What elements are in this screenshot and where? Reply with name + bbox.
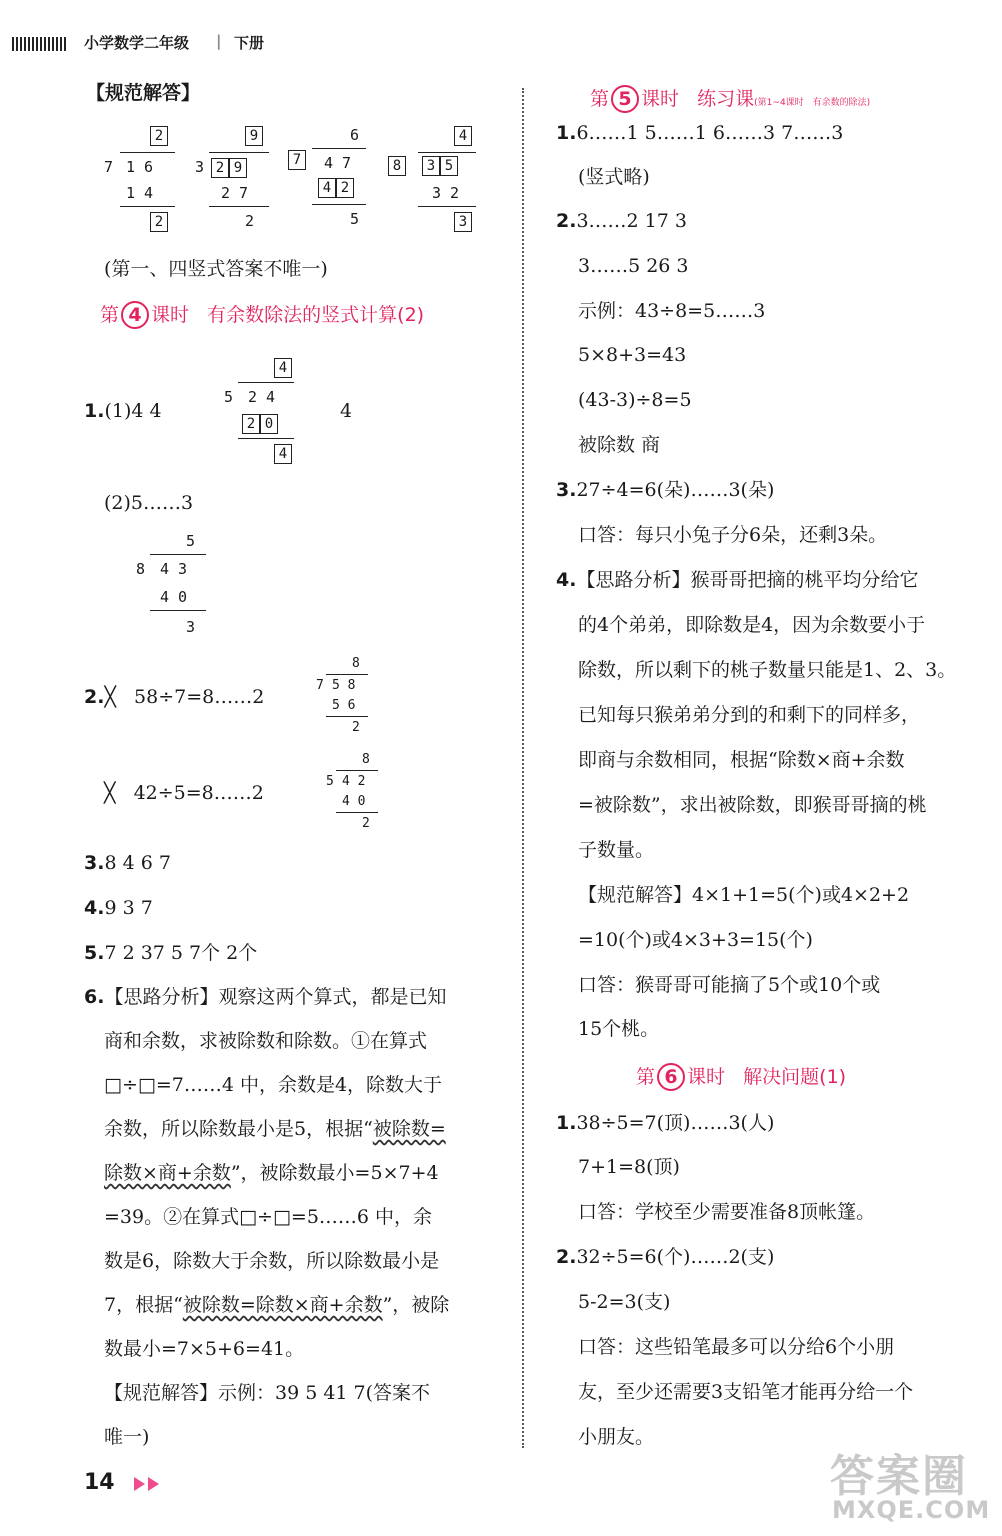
r-question-4-line-5: 即商与余数相同，根据“除数×商+余数 (578, 749, 905, 771)
s-question-2c: 口答：这些铅笔最多可以分给6个小朋 (578, 1336, 895, 1358)
r-question-3: 3.27÷4=6(朵)……3(朵) (556, 479, 775, 501)
r-question-4-line-6: =被除数”，求出被除数，即猴哥哥摘的桃 (578, 794, 927, 816)
header-bars (12, 36, 68, 55)
r-question-4-line-3: 除数，所以剩下的桃子数量只能是1、2、3。 (578, 659, 957, 681)
column-divider (522, 88, 524, 1448)
s-question-1: 1.38÷5=7(顶)……3(人) (556, 1112, 775, 1134)
arrow-icon (134, 1476, 162, 1495)
r-question-3b: 口答：每只小兔子分6朵，还剩3朵。 (578, 524, 888, 546)
r-question-2f: 被除数 商 (578, 434, 661, 456)
s-question-2e: 小朋友。 (578, 1426, 655, 1448)
header-volume: 下册 (234, 34, 265, 52)
question-6-line-2: 商和余数，求被除数和除数。①在算式 (104, 1030, 428, 1052)
r-question-2e: (43-3)÷8=5 (578, 389, 692, 411)
s-question-2d: 友，至少还需要3支铅笔才能再分给一个 (578, 1381, 914, 1403)
watermark-logo: 答案圈 (830, 1451, 968, 1502)
long-division-1: 2 7 1 6 1 4 2 (100, 126, 180, 238)
question-6-line-4: 余数，所以除数最小是5，根据“被除数= (104, 1118, 446, 1140)
lesson-5-heading: 第 5 课时 练习课(第1~4课时 有余数的除法) (590, 84, 870, 113)
s-question-1c: 口答：学校至少需要准备8顶帐篷。 (578, 1201, 876, 1223)
question-1a-answer: 4 (340, 400, 353, 422)
question-5: 5.7 2 37 5 7个 2个 (84, 942, 258, 964)
r-question-4-line-1: 4.【思路分析】猴哥哥把摘的桃平均分给它 (556, 569, 919, 591)
question-3: 3.8 4 6 7 (84, 852, 171, 874)
question-6-line-8: 7，根据“被除数=除数×商+余数”，被除 (104, 1294, 450, 1316)
lesson-4-heading: 第 4 课时 有余数除法的竖式计算(2) (100, 300, 424, 329)
question-6-line-1: 6.【思路分析】观察这两个算式，都是已知 (84, 986, 447, 1008)
long-division-3: 6 7 4 7 4 2 5 (288, 126, 368, 238)
question-4: 4.9 3 7 (84, 897, 153, 919)
question-6-line-5: 除数×商+余数”，被除数最小=5×7+4 (104, 1162, 439, 1184)
long-division-2: 9 3 2 9 2 7 2 (195, 126, 275, 238)
long-division-q1b: 5 8 4 3 4 0 3 (136, 532, 208, 636)
question-6-line-10: 【规范解答】示例：39 5 41 7(答案不 (104, 1382, 431, 1404)
question-6-line-6: =39。②在算式□÷□=5……6 中，余 (104, 1206, 433, 1228)
r-question-1: 1.6……1 5……1 6……3 7……3 (556, 122, 844, 144)
r-question-1b: (竖式略) (578, 166, 650, 188)
s-question-1b: 7+1=8(顶) (578, 1156, 680, 1178)
header-book: 小学数学二年级 (84, 34, 190, 52)
question-2a: 2.╳ 58÷7=8……2 (84, 686, 265, 708)
long-division-q2b: 8 5 4 2 4 0 2 (326, 752, 386, 836)
r-question-4-line-4: 已知每只猴弟弟分到的和剩下的同样多， (578, 704, 921, 726)
r-question-2c: 示例：43÷8=5……3 (578, 300, 766, 322)
r-question-4-line-2: 的4个弟弟，即除数是4，因为余数要小于 (578, 614, 926, 636)
question-2b: ╳ 42÷5=8……2 (104, 782, 264, 804)
answer-heading: 【规范解答】 (86, 82, 201, 104)
question-6-line-11: 唯一) (104, 1426, 150, 1448)
question-1a: 1.(1)4 4 (84, 400, 162, 422)
r-question-2: 2.3……2 17 3 (556, 210, 687, 232)
quotient-box: 2 (150, 126, 168, 146)
long-division-q2a: 8 7 5 8 5 6 2 (316, 656, 376, 740)
long-division-4: 4 8 3 5 3 2 3 (388, 126, 480, 238)
long-division-q1a: 4 5 2 4 2 0 4 (224, 358, 304, 468)
r-question-4-line-9: =10(个)或4×3+3=15(个) (578, 929, 813, 951)
lesson-6-heading: 第 6 课时 解决问题(1) (636, 1062, 846, 1091)
r-question-2d: 5×8+3=43 (578, 344, 687, 366)
question-6-line-9: 数最小=7×5+6=41。 (104, 1338, 305, 1360)
r-question-4-line-10: 口答：猴哥哥可能摘了5个或10个或 (578, 974, 881, 996)
note-text: (第一、四竖式答案不唯一) (104, 258, 328, 280)
r-question-4-line-7: 子数量。 (578, 839, 655, 861)
watermark-url: MXQE.COM (832, 1496, 991, 1524)
s-question-2: 2.32÷5=6(个)……2(支) (556, 1246, 775, 1268)
question-6-line-3: □÷□=7……4 中，余数是4，除数大于 (104, 1074, 443, 1096)
s-question-2b: 5-2=3(支) (578, 1291, 671, 1313)
page-number: 14 (84, 1470, 115, 1495)
question-6-line-7: 数是6，除数大于余数，所以除数最小是 (104, 1250, 440, 1272)
r-question-4-line-8: 【规范解答】4×1+1=5(个)或4×2+2 (578, 884, 910, 906)
r-question-2b: 3……5 26 3 (578, 255, 689, 277)
question-1b: (2)5……3 (104, 492, 194, 514)
lesson-number-circle: 4 (121, 301, 149, 329)
header-sep: | (216, 32, 222, 50)
r-question-4-line-11: 15个桃。 (578, 1018, 660, 1040)
